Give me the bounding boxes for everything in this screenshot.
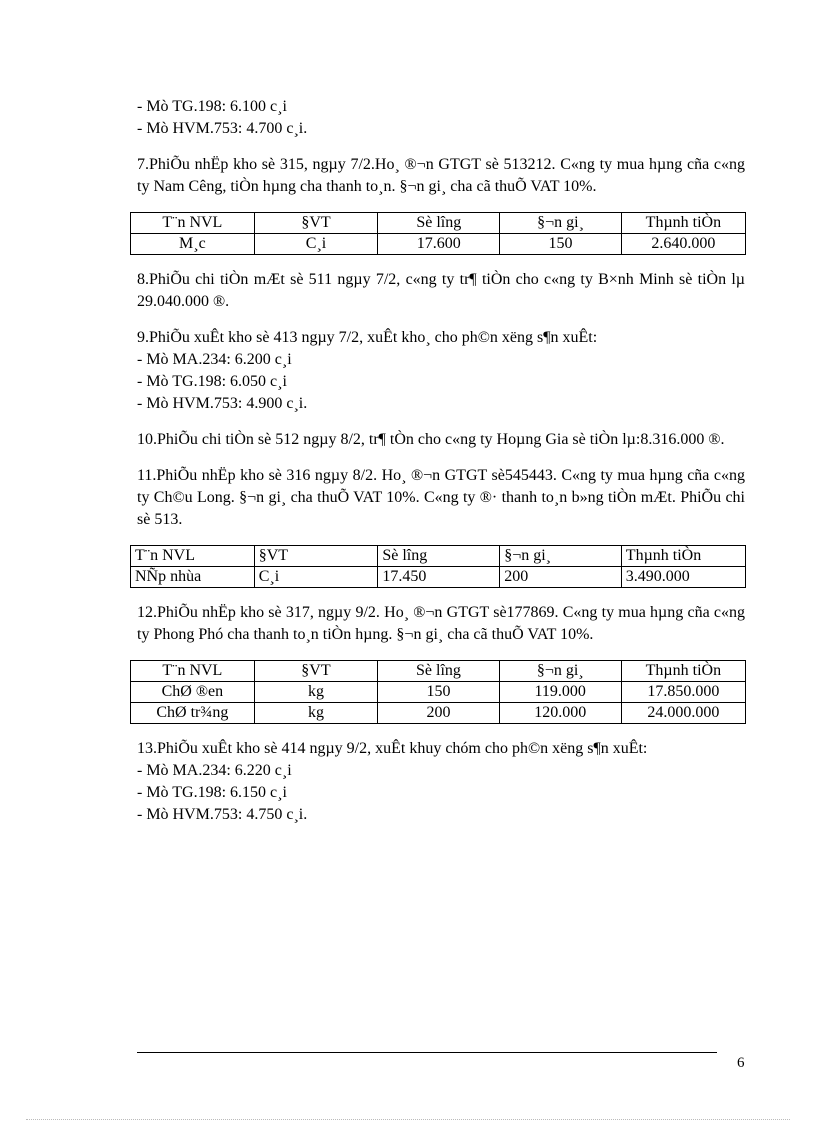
- paragraph-item-12: 12.PhiÕu nhËp kho sè 317, ngµy 9/2. Ho¸ ®¬n GTGT sè177869. C«ng ty mua hµng cña c«ng ty Phong Phó cha thanh to¸n tiÒn hµng. §¬n gi¸ cha cã thuÕ VAT 10%.: [137, 604, 745, 643]
- table-cell: M¸c: [131, 234, 255, 255]
- table-header-cell: §VT: [254, 213, 378, 234]
- table-cell: 119.000: [499, 682, 621, 703]
- table-cell: 200: [500, 567, 622, 588]
- paragraph-item-7: 7.PhiÕu nhËp kho sè 315, ngµy 7/2.Ho¸ ®¬n GTGT sè 513212. C«ng ty mua hµng cña c«ng ty Nam Cêng, tiÒn hµng cha thanh to¸n. §¬n gi¸ cha cã thuÕ VAT 10%.: [137, 156, 745, 195]
- table-header-cell: T¨n NVL: [131, 213, 255, 234]
- table-cell: kg: [254, 682, 378, 703]
- table-cell: kg: [254, 703, 378, 724]
- paragraph-item-13: 13.PhiÕu xuÊt kho sè 414 ngµy 9/2, xuÊt khuy chóm cho ph©n xëng s¶n xuÊt:: [137, 740, 648, 757]
- table-cell: ChØ ®en: [131, 682, 255, 703]
- table-cell: 3.490.000: [621, 567, 745, 588]
- table-item-12: [130, 660, 746, 724]
- paragraph-item-8: 8.PhiÕu chi tiÒn mÆt sè 511 ngµy 7/2, c«ng ty tr¶ tiÒn cho c«ng ty B×nh Minh sè tiÒn lµ 29.040.000 ®.: [137, 271, 745, 310]
- table-header-cell: Sè lîng: [378, 661, 500, 682]
- table-header-cell: T¨n NVL: [131, 661, 255, 682]
- table-header-cell: Sè lîng: [378, 213, 500, 234]
- table-row: [131, 567, 746, 588]
- table-header-cell: Thµnh tiÒn: [621, 661, 745, 682]
- table-header-row: [131, 546, 746, 567]
- table-cell: 17.600: [378, 234, 500, 255]
- table-item-11: [130, 545, 746, 588]
- paragraph-item-10: 10.PhiÕu chi tiÒn sè 512 ngµy 8/2, tr¶ tÒn cho c«ng ty Hoµng Gia sè tiÒn lµ:8.316.000 ®.: [137, 431, 725, 448]
- table-cell: C¸i: [254, 567, 378, 588]
- table-item-7: [130, 212, 746, 255]
- table-header-row: [131, 213, 746, 234]
- list-item: - Mò TG.198: 6.050 c¸i: [137, 373, 287, 390]
- list-item: - Mò HVM.753: 4.700 c¸i.: [137, 120, 308, 137]
- table-header-cell: Thµnh tiÒn: [621, 213, 745, 234]
- table-header-cell: §VT: [254, 661, 378, 682]
- table-cell: 150: [500, 234, 622, 255]
- table-cell: 17.450: [378, 567, 500, 588]
- table-header-cell: §VT: [254, 546, 378, 567]
- list-item: - Mò MA.234: 6.220 c¸i: [137, 762, 292, 779]
- table-header-row: [131, 661, 746, 682]
- list-item: - Mò MA.234: 6.200 c¸i: [137, 351, 292, 368]
- table-header-cell: §¬n gi¸: [500, 213, 622, 234]
- footer-divider: [137, 1052, 717, 1053]
- paragraph-item-9: 9.PhiÕu xuÊt kho sè 413 ngµy 7/2, xuÊt kho¸ cho ph©n xëng s¶n xuÊt:: [137, 329, 598, 346]
- table-cell: ChØ tr¾ng: [131, 703, 255, 724]
- table-header-cell: Sè lîng: [378, 546, 500, 567]
- document-page: [137, 96, 745, 826]
- list-item: - Mò HVM.753: 4.900 c¸i.: [137, 395, 308, 412]
- paragraph-item-11: 11.PhiÕu nhËp kho sè 316 ngµy 8/2. Ho¸ ®¬n GTGT sè545443. C«ng ty mua hµng cña c«ng ty Ch©u Long. §¬n gi¸ cha thuÕ VAT 10%. C«ng ty ®· thanh to¸n b»ng tiÒn mÆt. PhiÕu chi sè 513.: [137, 467, 745, 528]
- table-header-cell: Thµnh tiÒn: [621, 546, 745, 567]
- list-item: - Mò TG.198: 6.150 c¸i: [137, 784, 287, 801]
- table-cell: 150: [378, 682, 500, 703]
- page-number: 6: [737, 1055, 745, 1071]
- list-item: - Mò TG.198: 6.100 c¸i: [137, 98, 287, 115]
- table-cell: 120.000: [499, 703, 621, 724]
- table-row: [131, 234, 746, 255]
- table-cell: 2.640.000: [621, 234, 745, 255]
- page-bottom-border: [26, 1119, 790, 1120]
- table-cell: 17.850.000: [621, 682, 745, 703]
- list-item: - Mò HVM.753: 4.750 c¸i.: [137, 806, 308, 823]
- table-row: [131, 682, 746, 703]
- table-cell: 24.000.000: [621, 703, 745, 724]
- table-cell: C¸i: [254, 234, 378, 255]
- table-header-cell: T¨n NVL: [131, 546, 255, 567]
- table-cell: NÑp nhùa: [131, 567, 255, 588]
- table-header-cell: §¬n gi¸: [500, 546, 622, 567]
- table-row: [131, 703, 746, 724]
- table-header-cell: §¬n gi¸: [499, 661, 621, 682]
- table-cell: 200: [378, 703, 500, 724]
